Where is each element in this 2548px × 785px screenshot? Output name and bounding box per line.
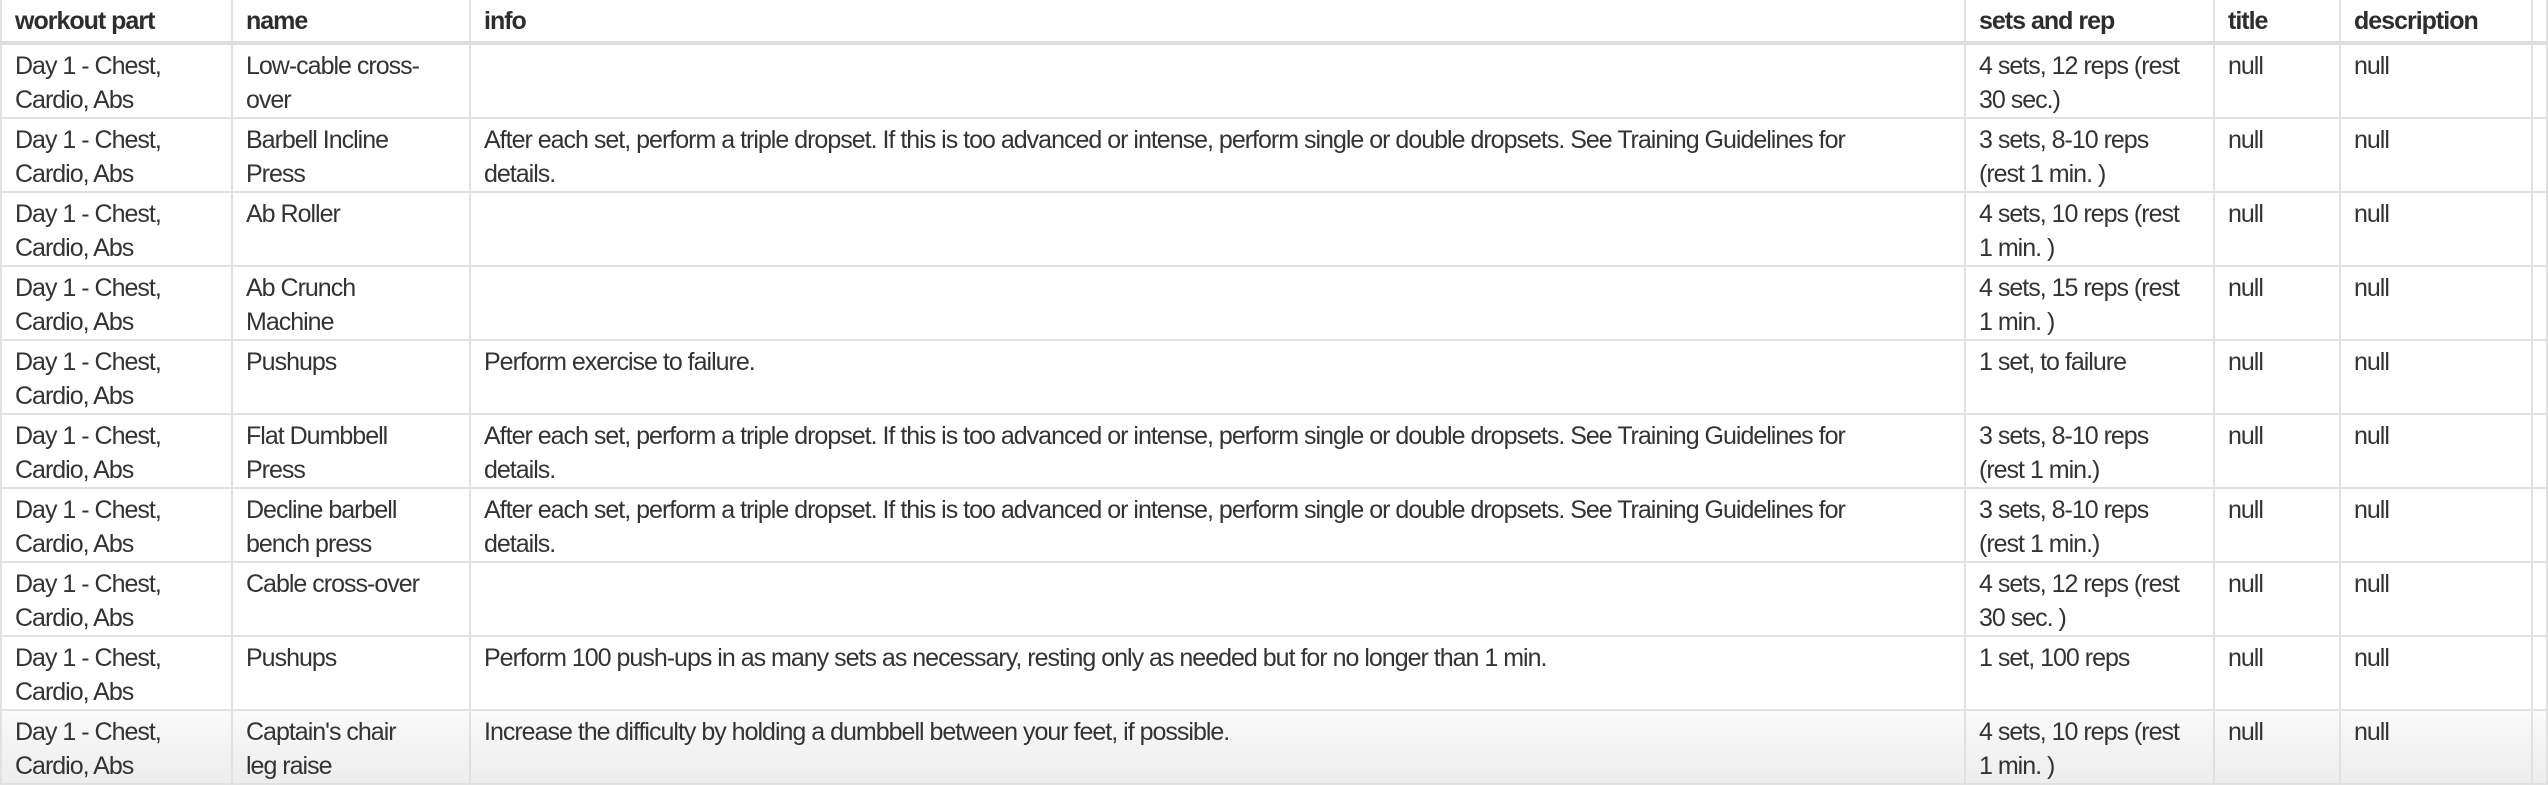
table-row [1, 488, 2547, 562]
cell-workout_part [1, 488, 232, 562]
clipped-column-cell [2532, 192, 2547, 266]
cell-description: null [2340, 636, 2532, 710]
cell-text-line: Day 1 - Chest, [15, 200, 161, 228]
cell-workout_part [1, 710, 232, 784]
cell-info: Perform 100 push-ups in as many sets as necessary, resting only as needed but for no longer than 1 min. [470, 636, 1965, 710]
cell-text-line: After each set, perform a triple dropset. If this is too advanced or intense, perform single or double dropsets. See Training Guidelines for [484, 126, 1845, 154]
cell-description: null [2340, 118, 2532, 192]
cell-info [470, 43, 1965, 118]
clipped-column-cell [2532, 118, 2547, 192]
cell-text-line: Cardio, Abs [15, 308, 134, 336]
cell-text-line: 4 sets, 12 reps (rest [1979, 570, 2179, 598]
table-row [1, 192, 2547, 266]
cell-title: null [2214, 118, 2340, 192]
cell-sets_and_rep [1965, 488, 2214, 562]
cell-description: null [2340, 266, 2532, 340]
cell-sets_and_rep: 1 set, 100 reps [1965, 636, 2214, 710]
cell-title: null [2214, 562, 2340, 636]
cell-description: null [2340, 488, 2532, 562]
column-header-workout_part: workout part [1, 0, 232, 43]
cell-info: Perform exercise to failure. [470, 340, 1965, 414]
cell-sets_and_rep [1965, 266, 2214, 340]
cell-description: null [2340, 414, 2532, 488]
cell-workout_part [1, 340, 232, 414]
cell-text-line: Barbell Incline [246, 126, 389, 154]
cell-title: null [2214, 43, 2340, 118]
cell-name [232, 488, 470, 562]
cell-title: null [2214, 710, 2340, 784]
clipped-column-cell [2532, 710, 2547, 784]
clipped-column-cell [2532, 414, 2547, 488]
cell-description: null [2340, 562, 2532, 636]
cell-title: null [2214, 636, 2340, 710]
cell-workout_part [1, 192, 232, 266]
cell-text-line: Cardio, Abs [15, 456, 134, 484]
cell-info [470, 118, 1965, 192]
cell-sets_and_rep [1965, 414, 2214, 488]
cell-title: null [2214, 192, 2340, 266]
cell-sets_and_rep [1965, 562, 2214, 636]
cell-text-line: Cardio, Abs [15, 678, 134, 706]
cell-text-line: Day 1 - Chest, [15, 570, 161, 598]
clipped-column-cell [2532, 340, 2547, 414]
cell-text-line: Cardio, Abs [15, 530, 134, 558]
cell-text-line: bench press [246, 530, 372, 558]
cell-text-line: Press [246, 456, 305, 484]
clipped-column-cell [2532, 636, 2547, 710]
clipped-column-cell [2532, 488, 2547, 562]
clipped-column-header [2532, 0, 2547, 43]
table-row [1, 340, 2547, 414]
clipped-column-cell [2532, 562, 2547, 636]
cell-text-line: (rest 1 min. ) [1979, 160, 2106, 188]
cell-sets_and_rep: 1 set, to failure [1965, 340, 2214, 414]
column-header-description: description [2340, 0, 2532, 43]
cell-text-line: leg raise [246, 752, 332, 780]
cell-sets_and_rep [1965, 192, 2214, 266]
cell-text-line: Day 1 - Chest, [15, 644, 161, 672]
cell-name: Pushups [232, 636, 470, 710]
header-row [1, 0, 2547, 43]
column-header-name: name [232, 0, 470, 43]
cell-name [232, 266, 470, 340]
cell-description: null [2340, 43, 2532, 118]
cell-sets_and_rep [1965, 43, 2214, 118]
cell-text-line: (rest 1 min.) [1979, 456, 2100, 484]
cell-text-line: (rest 1 min.) [1979, 530, 2100, 558]
cell-text-line: details. [484, 530, 556, 558]
cell-text-line: After each set, perform a triple dropset. If this is too advanced or intense, perform single or double dropsets. See Training Guidelines for [484, 496, 1845, 524]
cell-workout_part [1, 118, 232, 192]
cell-workout_part [1, 636, 232, 710]
cell-text-line: Cardio, Abs [15, 604, 134, 632]
cell-info [470, 266, 1965, 340]
clipped-column-cell [2532, 43, 2547, 118]
cell-title: null [2214, 340, 2340, 414]
cell-workout_part [1, 414, 232, 488]
cell-text-line: 3 sets, 8-10 reps [1979, 422, 2149, 450]
cell-text-line: Cardio, Abs [15, 752, 134, 780]
cell-name: Cable cross-over [232, 562, 470, 636]
cell-sets_and_rep [1965, 118, 2214, 192]
cell-text-line: 1 min. ) [1979, 308, 2055, 336]
cell-text-line: Day 1 - Chest, [15, 496, 161, 524]
cell-text-line: 3 sets, 8-10 reps [1979, 496, 2149, 524]
cell-text-line: details. [484, 456, 556, 484]
cell-text-line: Captain's chair [246, 718, 396, 746]
cell-workout_part [1, 43, 232, 118]
cell-text-line: 30 sec. ) [1979, 604, 2066, 632]
table-row [1, 414, 2547, 488]
table-row [1, 266, 2547, 340]
cell-name: Ab Roller [232, 192, 470, 266]
cell-info [470, 414, 1965, 488]
cell-text-line: 4 sets, 12 reps (rest [1979, 52, 2179, 80]
cell-text-line: Cardio, Abs [15, 160, 134, 188]
cell-description: null [2340, 710, 2532, 784]
cell-text-line: details. [484, 160, 556, 188]
column-header-title: title [2214, 0, 2340, 43]
table-row [1, 43, 2547, 118]
cell-text-line: Day 1 - Chest, [15, 274, 161, 302]
cell-text-line: 4 sets, 15 reps (rest [1979, 274, 2179, 302]
cell-text-line: over [246, 86, 291, 114]
cell-title: null [2214, 488, 2340, 562]
cell-name [232, 710, 470, 784]
cell-text-line: Day 1 - Chest, [15, 126, 161, 154]
cell-text-line: Day 1 - Chest, [15, 52, 161, 80]
cell-text-line: Cardio, Abs [15, 86, 134, 114]
column-header-sets_and_rep: sets and rep [1965, 0, 2214, 43]
cell-description: null [2340, 340, 2532, 414]
cell-text-line: Press [246, 160, 305, 188]
table-row [1, 636, 2547, 710]
table-row [1, 118, 2547, 192]
cell-name [232, 414, 470, 488]
cell-info [470, 562, 1965, 636]
cell-text-line: 30 sec.) [1979, 86, 2060, 114]
cell-text-line: After each set, perform a triple dropset. If this is too advanced or intense, perform single or double dropsets. See Training Guidelines for [484, 422, 1845, 450]
cell-workout_part [1, 562, 232, 636]
cell-title: null [2214, 414, 2340, 488]
cell-text-line: 4 sets, 10 reps (rest [1979, 718, 2179, 746]
cell-text-line: Machine [246, 308, 334, 336]
cell-text-line: Cardio, Abs [15, 382, 134, 410]
cell-name [232, 118, 470, 192]
cell-text-line: Decline barbell [246, 496, 397, 524]
cell-text-line: Flat Dumbbell [246, 422, 388, 450]
cell-text-line: 1 min. ) [1979, 234, 2055, 262]
cell-text-line: Ab Crunch [246, 274, 356, 302]
cell-text-line: Cardio, Abs [15, 234, 134, 262]
cell-text-line: Day 1 - Chest, [15, 348, 161, 376]
cell-description: null [2340, 192, 2532, 266]
cell-name: Pushups [232, 340, 470, 414]
table-row [1, 710, 2547, 784]
cell-text-line: Day 1 - Chest, [15, 422, 161, 450]
cell-info [470, 488, 1965, 562]
cell-info [470, 192, 1965, 266]
cell-workout_part [1, 266, 232, 340]
cell-text-line: Low-cable cross- [246, 52, 419, 80]
cell-sets_and_rep [1965, 710, 2214, 784]
clipped-column-cell [2532, 266, 2547, 340]
cell-info: Increase the difficulty by holding a dumbbell between your feet, if possible. [470, 710, 1965, 784]
cell-text-line: 4 sets, 10 reps (rest [1979, 200, 2179, 228]
table-row [1, 562, 2547, 636]
column-header-info: info [470, 0, 1965, 43]
cell-text-line: 1 min. ) [1979, 752, 2055, 780]
cell-text-line: 3 sets, 8-10 reps [1979, 126, 2149, 154]
cell-name [232, 43, 470, 118]
cell-title: null [2214, 266, 2340, 340]
cell-text-line: Day 1 - Chest, [15, 718, 161, 746]
